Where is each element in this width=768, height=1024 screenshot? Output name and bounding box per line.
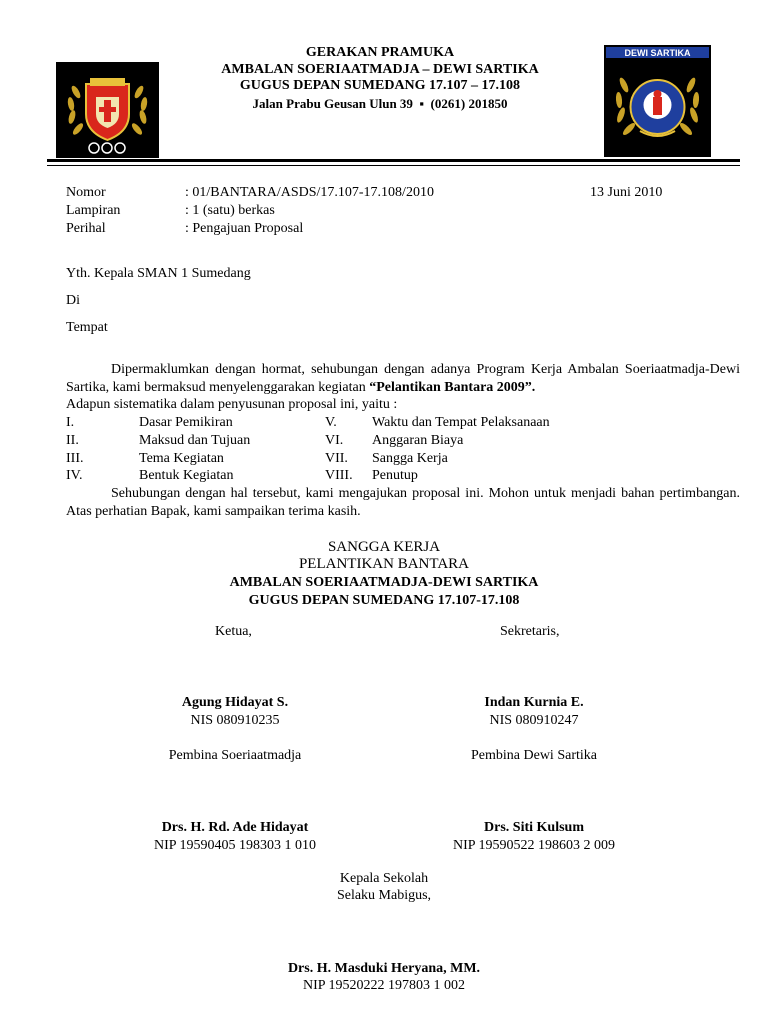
list-left-text-3: Tema Kegiatan [139,451,224,466]
pembina-2-nip: NIP 19590522 198603 2 009 [452,838,616,853]
sekretaris-title: Sekretaris, [500,624,560,639]
recipient: Yth. Kepala SMAN 1 Sumedang [66,266,251,281]
closing-line-2: PELANTIKAN BANTARA [298,556,470,572]
recipient-di: Di [66,293,80,308]
list-left-num-1: I. [66,415,75,430]
perihal-label: Perihal [66,221,106,236]
list-right-text-2: Anggaran Biaya [372,433,464,448]
letter-date: 13 Juni 2010 [590,185,663,200]
pembina-1-name: Drs. H. Rd. Ade Hidayat [161,820,309,835]
list-right-text-3: Sangga Kerja [372,451,448,466]
nomor-value: : 01/BANTARA/ASDS/17.107-17.108/2010 [185,185,434,200]
pembina-1-nip: NIP 19590405 198303 1 010 [153,838,317,853]
right-emblem-logo [604,45,711,157]
recipient-tempat: Tempat [66,320,108,335]
ketua-title: Ketua, [215,624,252,639]
list-right-text-1: Waktu dan Tempat Pelaksanaan [372,415,550,430]
ketua-nis: NIS 080910235 [190,713,280,728]
closing-line-4: GUGUS DEPAN SUMEDANG 17.107-17.108 [248,593,520,608]
kepsek-nip: NIP 19520222 197803 1 002 [302,978,466,993]
header-divider-thin [47,165,740,166]
sekretaris-name: Indan Kurnia E. [484,695,584,710]
closing-line-3: AMBALAN SOERIAATMADJA-DEWI SARTIKA [229,575,539,590]
header-line-3: GUGUS DEPAN SUMEDANG 17.107 – 17.108 [239,78,521,93]
kepsek-title-2: Selaku Mabigus, [336,888,432,903]
header-line-1: GERAKAN PRAMUKA [305,45,455,60]
kepsek-title-1: Kepala Sekolah [339,871,429,886]
header-line-2: AMBALAN SOERIAATMADJA – DEWI SARTIKA [221,62,539,77]
header-divider-thick [47,159,740,162]
sekretaris-nis: NIS 080910247 [489,713,579,728]
list-left-num-3: III. [66,451,84,466]
list-left-text-2: Maksud dan Tujuan [139,433,251,448]
pembina-2-title: Pembina Dewi Sartika [471,748,597,763]
lampiran-label: Lampiran [66,203,121,218]
perihal-value: : Pengajuan Proposal [185,221,304,236]
paragraph-1-end: Adapun sistematika dalam penyusunan proposal ini, yaitu : [66,397,398,412]
left-emblem-logo [56,62,159,158]
header-bullet: ▪ [419,96,425,111]
event-name: “Pelantikan Bantara 2009”. [369,379,536,395]
pembina-1-title: Pembina Soeriaatmadja [168,748,302,763]
right-logo-banner: DEWI SARTIKA [624,48,691,58]
list-left-num-4: IV. [66,468,83,483]
list-left-text-1: Dasar Pemikiran [139,415,233,430]
body-paragraph-1 [66,361,740,396]
list-right-num-4: VIII. [325,468,353,483]
list-right-text-4: Penutup [372,468,418,483]
kepsek-name: Drs. H. Masduki Heryana, MM. [287,961,481,976]
list-left-num-2: II. [66,433,79,448]
list-right-num-3: VII. [325,451,348,466]
paragraph-1-text: Dipermaklumkan dengan hormat, sehubungan dengan adanya Program Kerja Ambalan Soeriaatmadja-Dewi Sartika, kami bermaksud menyelenggarakan kegiatan [66,362,740,395]
nomor-label: Nomor [66,185,106,200]
pembina-2-name: Drs. Siti Kulsum [484,820,584,835]
list-right-num-1: V. [325,415,337,430]
header-address: Jalan Prabu Geusan Ulun 39 [252,96,413,111]
header-phone: (0261) 201850 [430,96,508,111]
body-paragraph-2: Sehubungan dengan hal tersebut, kami mengajukan proposal ini. Mohon untuk menjadi bahan pertimbangan. Atas perhatian Bapak, kami sampaikan terima kasih. [66,486,740,519]
header-address-line [160,96,600,112]
closing-line-1: SANGGA KERJA [327,539,441,555]
list-left-text-4: Bentuk Kegiatan [139,468,234,483]
lampiran-value: : 1 (satu) berkas [185,203,275,218]
list-right-num-2: VI. [325,433,344,448]
ketua-name: Agung Hidayat S. [181,695,289,710]
